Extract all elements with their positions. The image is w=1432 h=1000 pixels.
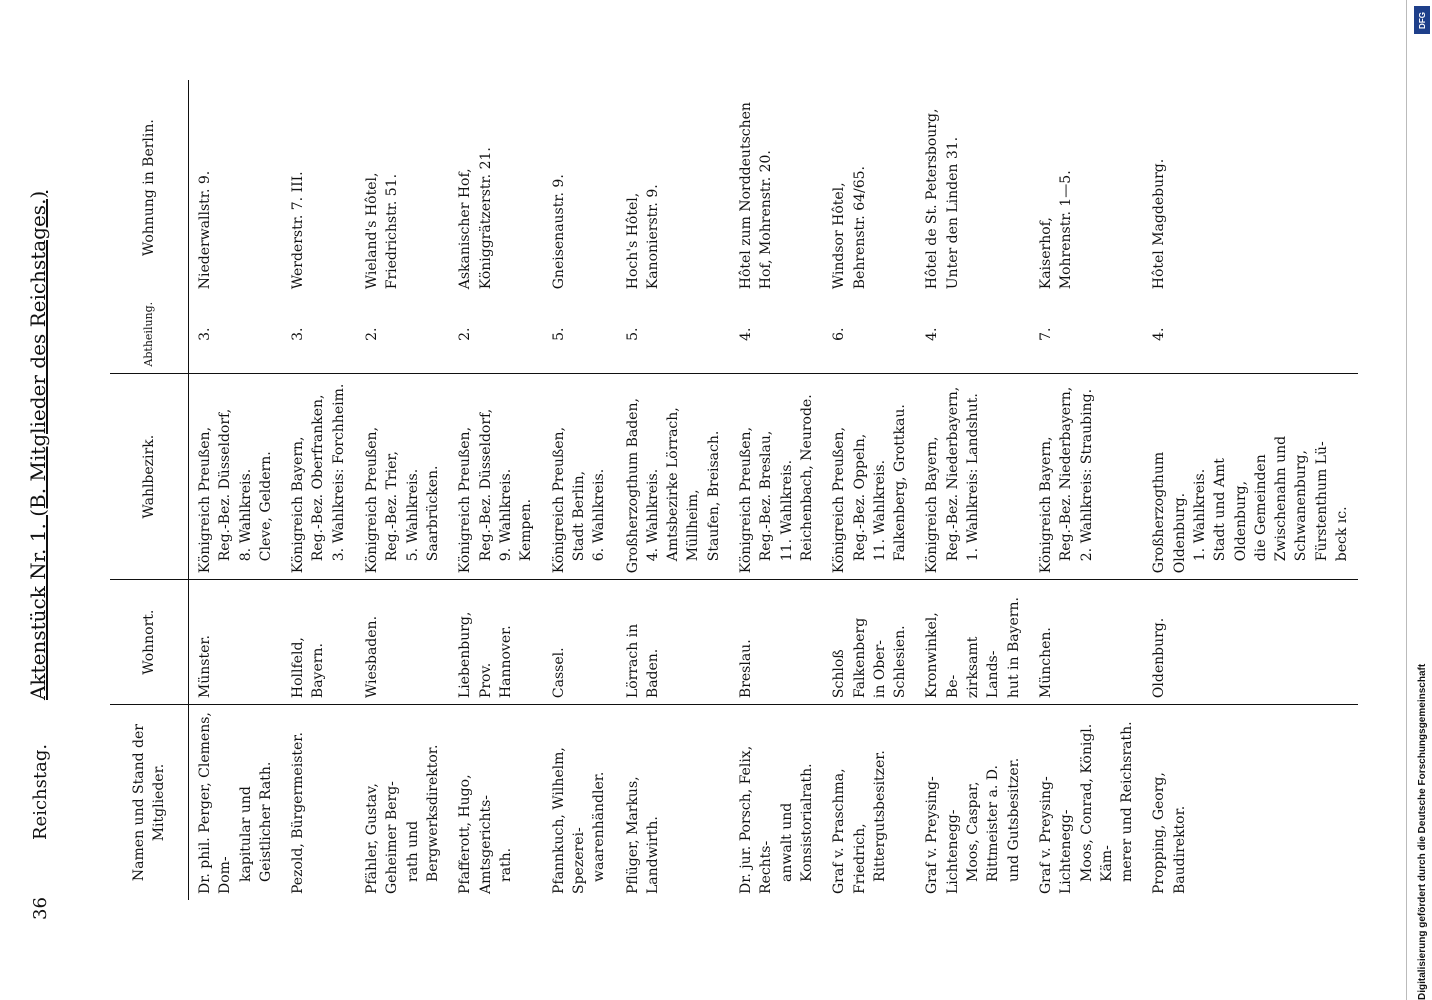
member-wohnung <box>1143 80 1358 295</box>
member-wohnung-line: Unter den Linden 31. <box>944 136 961 290</box>
member-wohnort-line: Cassel. <box>550 647 567 699</box>
member-abtheilung: 7. <box>1030 295 1143 373</box>
member-name <box>730 705 823 900</box>
member-wohnung <box>1030 80 1143 295</box>
member-wahlbezirk-line: Königreich Preußen, <box>738 426 755 574</box>
member-wahlbezirk <box>823 374 916 580</box>
member-wahlbezirk-line: Großherzogthum Baden, <box>624 398 641 574</box>
table-row <box>449 80 542 900</box>
member-abtheilung: 2. <box>449 295 542 373</box>
member-wahlbezirk-line: Königreich Bayern, <box>1037 436 1054 574</box>
member-wohnort-line: Hollfeld, Bayern. <box>290 637 327 699</box>
member-wahlbezirk-line: Reg.-Bez. Niederbayern, <box>1058 386 1075 562</box>
member-wahlbezirk-line: Reg.-Bez. Düsseldorf, <box>477 408 494 562</box>
member-name-line: Pfannkuch, Wilhelm, Spezerei- <box>550 747 587 894</box>
sidebar-credit-text: Digitalisierung gefördert durch die Deutsche Forschungsgemeinschaft <box>1417 663 1428 1000</box>
member-name-line: Moos, Conrad, Königl. Käm- <box>1078 723 1115 882</box>
member-name-line: Graf v. Preysing-Lichtenegg- <box>1037 776 1075 894</box>
member-name-line: Moos, Caspar, Rittmeister a. D. <box>965 765 1002 882</box>
member-wohnung <box>449 80 542 295</box>
member-name <box>1143 705 1358 900</box>
column-header-name: Namen und Stand der Mitglieder. <box>110 705 189 900</box>
member-wohnort <box>823 580 916 705</box>
member-wohnort <box>916 580 1029 705</box>
member-name <box>449 705 542 900</box>
table-body <box>189 80 1359 900</box>
member-wohnung-line: Gneisenaustr. 9. <box>550 174 567 290</box>
running-head-left: Reichstag. <box>30 743 51 840</box>
member-name <box>282 705 356 900</box>
member-wahlbezirk-line: 3. Wahlkreis: Forchheim. <box>330 383 347 562</box>
member-wahlbezirk-line: Reg.-Bez. Trier, <box>384 451 401 562</box>
member-wahlbezirk-line: Cleve, Geldern. <box>257 451 274 562</box>
table-row <box>1143 80 1358 900</box>
table-row <box>823 80 916 900</box>
table-row <box>730 80 823 900</box>
member-name-line: waarenhändler. <box>591 771 608 882</box>
member-abtheilung: 4. <box>730 295 823 373</box>
member-abtheilung: 5. <box>543 295 617 373</box>
member-wahlbezirk-line: 2. Wahlkreis: Straubing. <box>1078 388 1095 562</box>
member-wohnort-line: zirksamt Lands- <box>965 636 1002 699</box>
member-abtheilung: 4. <box>916 295 1029 373</box>
table-row <box>189 80 283 900</box>
member-wohnort-line: München. <box>1037 627 1054 699</box>
member-wohnung <box>617 80 730 295</box>
member-wahlbezirk-line: die Gemeinden Zwischenahn und <box>1252 435 1290 562</box>
member-wahlbezirk-line: Königreich Preußen, <box>457 426 474 574</box>
member-abtheilung: 2. <box>356 295 449 373</box>
member-wahlbezirk-line: 1. Wahlkreis: Landshut. <box>965 393 982 562</box>
member-wohnort-line: Wiesbaden. <box>364 615 381 699</box>
member-wohnung-line: Hoch's Hôtel, <box>624 192 641 290</box>
member-name <box>617 705 730 900</box>
column-header-abtheilung: Abtheilung. <box>110 295 189 373</box>
member-wahlbezirk-line: Reg.-Bez. Oppeln, <box>851 433 868 562</box>
member-name-line: Dr. phil. Perger, Clemens, Dom- <box>197 712 234 894</box>
member-wohnort-line: hut in Bayern. <box>1005 597 1022 699</box>
member-name-line: und Gutsbesitzer. <box>1005 757 1022 882</box>
member-name-line: Graf v. Praschma, Friedrich, <box>831 768 868 894</box>
member-wahlbezirk-line: beck ıc. <box>1334 506 1351 562</box>
member-wohnung-line: Königgrätzerstr. 21. <box>477 147 494 290</box>
member-wohnung-line: Windsor Hôtel, <box>831 182 848 290</box>
member-wohnung <box>916 80 1029 295</box>
member-wahlbezirk-line: 1. Wahlkreis. <box>1191 468 1208 562</box>
member-wahlbezirk-line: Reg.-Bez. Breslau, <box>758 430 775 562</box>
member-wahlbezirk-line: Reg.-Bez. Oberfranken, <box>310 394 327 562</box>
member-name <box>356 705 449 900</box>
member-wahlbezirk-line: Königreich Preußen, <box>831 426 848 574</box>
member-wahlbezirk-line: 11. Wahlkreis. <box>778 459 795 562</box>
member-wohnort-line: Hannover. <box>497 625 514 699</box>
member-wahlbezirk-line: Königreich Preußen, <box>197 426 213 574</box>
member-wahlbezirk-line: Schwanenburg, Fürstenthum Lü- <box>1293 441 1330 562</box>
member-wohnort-line: Lörrach in Baden. <box>624 623 661 699</box>
member-wohnung-line: Niederwallstr. 9. <box>197 170 213 290</box>
member-wahlbezirk-line: Königreich Bayern, <box>924 436 941 574</box>
member-wahlbezirk <box>189 374 283 580</box>
member-wohnort-line: Schloß Falkenberg <box>831 617 868 699</box>
member-wohnung <box>189 80 283 295</box>
member-wahlbezirk <box>730 374 823 580</box>
member-name-line: Pfähler, Gustav, Geheimer Berg- <box>364 781 401 894</box>
member-wohnort-line: Kronwinkel, Be- <box>924 612 961 699</box>
table-row <box>282 80 356 900</box>
member-name-line: Pezold, Bürgermeister. <box>290 732 307 894</box>
member-wohnung-line: Wieland's Hôtel, <box>364 172 381 290</box>
member-abtheilung: 6. <box>823 295 916 373</box>
member-wahlbezirk <box>356 374 449 580</box>
member-wahlbezirk-line: Königreich Bayern, <box>290 436 307 574</box>
member-wahlbezirk-line: Stadt und Amt Oldenburg, <box>1212 458 1249 562</box>
member-wahlbezirk-line: Reg.-Bez. Niederbayern, <box>944 386 961 562</box>
table-row <box>916 80 1029 900</box>
member-wahlbezirk <box>617 374 730 580</box>
member-wohnung-line: Hôtel Magdeburg. <box>1151 158 1168 290</box>
member-wohnort <box>282 580 356 705</box>
members-table <box>110 80 1358 900</box>
member-wohnort <box>1143 580 1358 705</box>
member-wohnort-line: Breslau. <box>738 639 755 699</box>
member-abtheilung: 3. <box>189 295 283 373</box>
member-wohnort <box>617 580 730 705</box>
member-wohnort <box>543 580 617 705</box>
member-wohnung-line: Kaiserhof, <box>1037 217 1054 290</box>
table-row <box>617 80 730 900</box>
member-wohnort-line: Oldenburg. <box>1151 617 1168 699</box>
member-wahlbezirk-line: Reichenbach, Neurode. <box>798 394 815 562</box>
member-name <box>543 705 617 900</box>
page-number: 36 <box>30 897 51 920</box>
column-header-wohnort: Wohnort. <box>110 580 189 705</box>
member-wohnort <box>449 580 542 705</box>
member-wahlbezirk-line: Saarbrücken. <box>425 465 442 562</box>
member-name-line: anwalt und Konsistorialrath. <box>778 763 815 882</box>
sidebar-credit <box>1417 370 1431 1000</box>
member-wohnung-line: Hôtel de St. Petersbourg, <box>924 108 941 290</box>
member-wohnort <box>189 580 283 705</box>
member-wahlbezirk <box>449 374 542 580</box>
member-name <box>189 705 283 900</box>
column-header-wahlbezirk: Wahlbezirk. <box>110 374 189 580</box>
column-header-wohnung: Wohnung in Berlin. <box>110 80 189 295</box>
table-row <box>543 80 617 900</box>
member-wahlbezirk-line: Falkenberg, Grottkau. <box>892 404 909 562</box>
member-wohnung-line: Behrenstr. 64/65. <box>851 166 868 290</box>
member-abtheilung: 4. <box>1143 295 1358 373</box>
member-wahlbezirk <box>916 374 1029 580</box>
member-name-line: rath und Bergwerksdirektor. <box>404 744 442 882</box>
member-wohnung-line: Mohrenstr. 1—5. <box>1058 170 1075 290</box>
member-wohnung-line: Werderstr. 7. III. <box>290 171 307 290</box>
member-name-line: Dr. jur. Porsch, Felix, Rechts- <box>738 745 775 894</box>
member-wahlbezirk-line: 6. Wahlkreis. <box>591 468 608 562</box>
member-wohnung <box>543 80 617 295</box>
member-wohnort-line: Münster. <box>197 635 213 699</box>
member-name <box>823 705 916 900</box>
member-wahlbezirk-line: Amtsbezirke Lörrach, Müllheim, <box>665 407 702 562</box>
member-wohnort <box>730 580 823 705</box>
member-name-line: Rittergutsbesitzer. <box>871 750 888 882</box>
member-wahlbezirk-line: Königreich Preußen, <box>550 426 567 574</box>
member-name <box>1030 705 1143 900</box>
member-wahlbezirk-line: 5. Wahlkreis. <box>404 468 421 562</box>
member-wahlbezirk-line: 11. Wahlkreis. <box>871 459 888 562</box>
member-wohnort-line: in Ober-Schlesien. <box>871 625 909 699</box>
member-wohnung-line: Askanischer Hof, <box>457 168 474 290</box>
member-name-line: kapitular und Geistlicher Rath. <box>237 761 274 882</box>
member-name-line: rath. <box>497 847 514 882</box>
member-wohnung <box>823 80 916 295</box>
member-wohnung-line: Kanonierstr. 9. <box>644 184 661 290</box>
member-wohnung-line: Hof, Mohrenstr. 20. <box>758 150 775 290</box>
member-name-line: Propping, Georg, Baudirektor. <box>1151 772 1188 894</box>
member-wohnort <box>356 580 449 705</box>
member-wahlbezirk-line: 8. Wahlkreis. <box>237 468 254 562</box>
document-title: Aktenstück Nr. 1. (B. Mitglieder des Reichstages.) <box>26 190 50 700</box>
member-wohnung <box>730 80 823 295</box>
member-wahlbezirk-line: Staufen, Breisach. <box>705 430 722 562</box>
member-name <box>916 705 1029 900</box>
member-wahlbezirk <box>543 374 617 580</box>
member-wahlbezirk-line: Stadt Berlin, <box>570 470 587 562</box>
table-row <box>1030 80 1143 900</box>
member-wahlbezirk-line: Großherzogthum Oldenburg. <box>1151 451 1188 574</box>
table-header-row <box>110 80 189 900</box>
member-wahlbezirk <box>1030 374 1143 580</box>
member-wahlbezirk-line: Reg.-Bez. Düsseldorf, <box>217 408 234 562</box>
dfg-logo: DFG <box>1414 6 1430 34</box>
member-wahlbezirk <box>282 374 356 580</box>
member-wohnort <box>1030 580 1143 705</box>
table-row <box>356 80 449 900</box>
member-wahlbezirk-line: Kempen. <box>518 498 535 562</box>
member-wahlbezirk-line: Königreich Preußen, <box>364 426 381 574</box>
member-name-line: Graf v. Preysing-Lichtenegg- <box>924 776 961 894</box>
member-wahlbezirk-line: 9. Wahlkreis. <box>497 468 514 562</box>
member-name-line: merer und Reichsrath. <box>1119 721 1136 882</box>
member-wohnung-line: Hôtel zum Norddeutschen <box>738 102 755 290</box>
member-wohnung-line: Friedrichstr. 51. <box>384 173 401 290</box>
member-wohnung <box>356 80 449 295</box>
member-abtheilung: 3. <box>282 295 356 373</box>
member-wohnort-line: Liebenburg, Prov. <box>457 611 494 699</box>
member-wahlbezirk-line: 4. Wahlkreis. <box>644 468 661 562</box>
member-name-line: Pflüger, Markus, Landwirth. <box>624 776 661 894</box>
member-wohnung <box>282 80 356 295</box>
member-name-line: Pfafferott, Hugo, Amtsgerichts- <box>457 774 494 894</box>
member-abtheilung: 5. <box>617 295 730 373</box>
member-wahlbezirk <box>1143 374 1358 580</box>
